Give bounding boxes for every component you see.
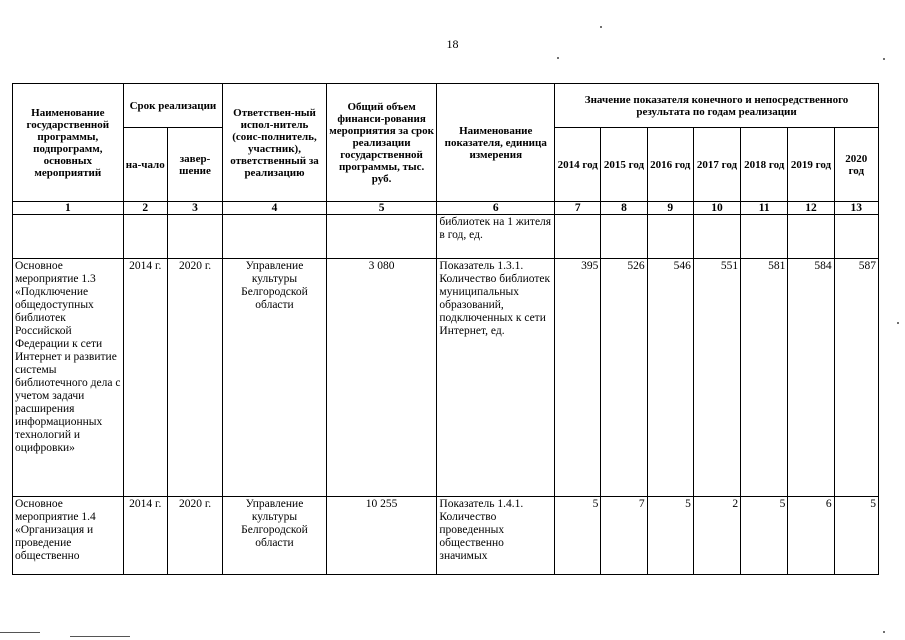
row-value: 5	[647, 497, 693, 575]
page-number: 18	[446, 37, 459, 51]
row-name: Основное мероприятие 1.4 «Организация и проведение общественно	[13, 497, 124, 575]
table-row	[13, 259, 879, 497]
column-number: 3	[167, 202, 222, 215]
row-value: 5	[555, 497, 601, 575]
column-number: 2	[123, 202, 167, 215]
row-value: 546	[647, 259, 693, 497]
scan-speck	[897, 322, 899, 324]
header-year: 2014 год	[555, 128, 601, 202]
row-value	[693, 215, 740, 259]
header-name: Наименование государственной программы, подпрограмм, основных мероприятий	[13, 84, 124, 202]
column-number: 1	[13, 202, 124, 215]
row-start: 2014 г.	[123, 497, 167, 575]
row-indicator: Показатель 1.3.1. Количество библиотек муниципальных образований, подключенных к сети Интернет, ед.	[437, 259, 555, 497]
row-value: 581	[741, 259, 788, 497]
row-indicator: библиотек на 1 жителя в год, ед.	[437, 215, 555, 259]
row-volume	[326, 215, 437, 259]
header-term-end: завер-шение	[167, 128, 222, 202]
column-number: 4	[223, 202, 327, 215]
program-table	[12, 83, 879, 575]
row-value: 7	[601, 497, 647, 575]
header-year: 2017 год	[693, 128, 740, 202]
row-value: 5	[834, 497, 878, 575]
row-value: 395	[555, 259, 601, 497]
table-row	[13, 215, 879, 259]
scan-speck	[600, 26, 602, 28]
row-end	[167, 215, 222, 259]
column-number: 6	[437, 202, 555, 215]
header-term-start: на-чало	[123, 128, 167, 202]
row-indicator: Показатель 1.4.1. Количество проведенных общественно значимых	[437, 497, 555, 575]
header-responsible: Ответствен-ный испол-нитель (соис-полнитель, участник), ответственный за реализацию	[223, 84, 327, 202]
scan-speck	[883, 58, 885, 60]
scan-speck	[557, 57, 559, 59]
row-value: 584	[788, 259, 834, 497]
row-value: 2	[693, 497, 740, 575]
column-number: 10	[693, 202, 740, 215]
row-value: 551	[693, 259, 740, 497]
column-number: 5	[326, 202, 437, 215]
table-row	[13, 497, 879, 575]
column-number: 12	[788, 202, 834, 215]
row-start	[123, 215, 167, 259]
row-name	[13, 215, 124, 259]
header-volume: Общий объем финанси-рования мероприятия за срок реализации государственной программы, тыс. руб.	[326, 84, 437, 202]
row-responsible: Управление культуры Белгородской области	[223, 497, 327, 575]
column-number: 7	[555, 202, 601, 215]
row-value	[647, 215, 693, 259]
row-responsible: Управление культуры Белгородской области	[223, 259, 327, 497]
row-value: 6	[788, 497, 834, 575]
row-volume: 10 255	[326, 497, 437, 575]
scan-line-center	[70, 636, 130, 637]
header-year: 2019 год	[788, 128, 834, 202]
row-value	[601, 215, 647, 259]
row-end: 2020 г.	[167, 259, 222, 497]
row-start: 2014 г.	[123, 259, 167, 497]
row-value	[788, 215, 834, 259]
column-number: 13	[834, 202, 878, 215]
scan-line-left	[0, 632, 40, 633]
row-responsible	[223, 215, 327, 259]
header-year: 2016 год	[647, 128, 693, 202]
row-value: 5	[741, 497, 788, 575]
column-number: 8	[601, 202, 647, 215]
header-year: 2018 год	[741, 128, 788, 202]
row-end: 2020 г.	[167, 497, 222, 575]
column-number: 11	[741, 202, 788, 215]
row-value	[834, 215, 878, 259]
row-value: 526	[601, 259, 647, 497]
scan-speck	[883, 631, 885, 633]
column-number-row	[13, 202, 879, 215]
row-name: Основное мероприятие 1.3 «Подключение общедоступных библиотек Российской Федерации к сети Интернет и развитие системы библиотечного дела с учетом задачи расширения информационных технологий и оцифровки»	[13, 259, 124, 497]
row-volume: 3 080	[326, 259, 437, 497]
header-year: 2020 год	[834, 128, 878, 202]
header-indicator: Наименование показателя, единица измерения	[437, 84, 555, 202]
header-term: Срок реализации	[123, 84, 223, 128]
row-value	[555, 215, 601, 259]
header-values: Значение показателя конечного и непосредственного результата по годам реализации	[555, 84, 879, 128]
row-value	[741, 215, 788, 259]
header-year: 2015 год	[601, 128, 647, 202]
column-number: 9	[647, 202, 693, 215]
row-value: 587	[834, 259, 878, 497]
